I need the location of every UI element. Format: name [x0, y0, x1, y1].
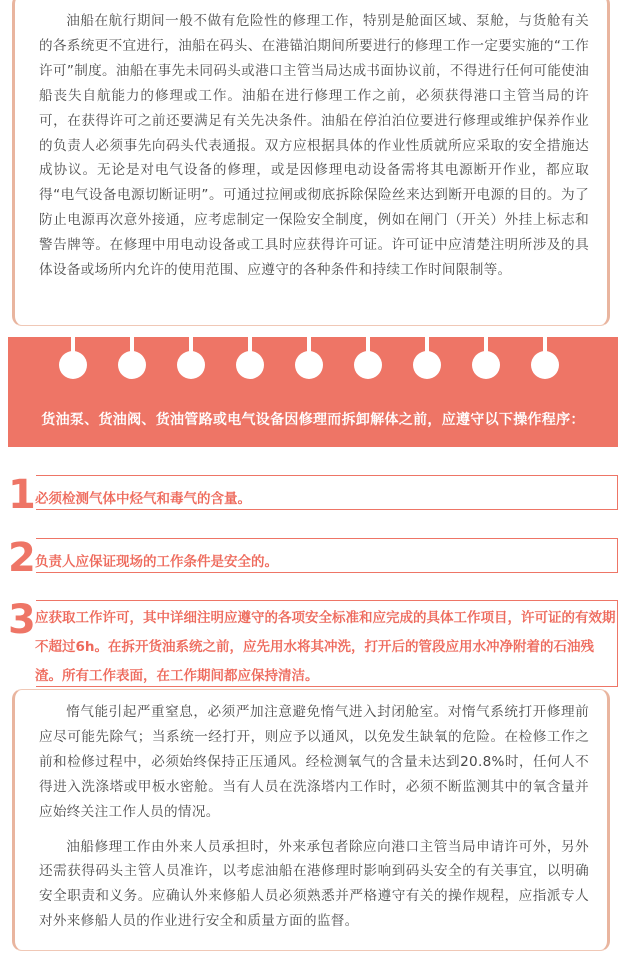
- binder-hole-icon: [472, 351, 500, 379]
- outro-paragraph: 惰气能引起严重窒息，必须严加注意避免惰气进入封闭舱室。对惰气系统打开修理前应尽可能先除气；当系统一经打开，则应予以通风，以免发生缺氧的危险。在检修工作之前和检修过程中，必须始终保持正压通风。经检测氧气的含量未达到20.8%时，任何人不得进入洗涤塔或甲板水密舱。当有人员在洗涤塔内工作时，必须不断监测其中的氧含量并应始终关注工作人员的情况。: [39, 704, 589, 820]
- step-number: 2: [8, 535, 36, 581]
- binder-hole-icon: [531, 351, 559, 379]
- step-number: 1: [8, 472, 36, 518]
- outro-card: [12, 689, 610, 951]
- binder-hole-icon: [118, 351, 146, 379]
- binder-hole-icon: [295, 351, 323, 379]
- binder-hole-icon: [236, 351, 264, 379]
- step-bottom-rule: [36, 509, 618, 510]
- binder-hole-icon: [177, 351, 205, 379]
- procedure-banner: [8, 337, 618, 447]
- step-top-rule: [36, 538, 618, 539]
- intro-paragraph: 油船在航行期间一般不做有危险性的修理工作，特别是舱面区域、泵舱，与货舱有关的各系统更不宜进行，油船在码头、在港锚泊期间所要进行的修理工作一定要实施的“工作许可”制度。油船在事先未同码头或港口主管当局达成书面协议前，不得进行任何可能使油船丧失自航能力的修理或工作。油船在进行修理工作之前，必须获得港口主管当局的许可，在获得许可之前还要满足有关先决条件。油船在停泊泊位要进行修理或维护保养作业的负责人必须事先向码头代表通报。双方应根据具体的作业性质就所应采取的安全措施达成协议。无论是对电气设备的修理，或是因修理电动设备需将其电源断开作业，都应取得“电气设备电源切断证明”。可通过拉闸或彻底拆除保险丝来达到断开电源的目的。为了防止电源再次意外接通，应考虑制定一保险安全制度，例如在闸门（开关）外挂上标志和警告牌等。在修理中用电动设备或工具时应获得许可证。许可证中应清楚注明所涉及的具体设备或场所内允许的使用范围、应遵守的各种条件和持续工作时间限制等。: [39, 13, 589, 279]
- binder-hole-icon: [354, 351, 382, 379]
- step-item: [8, 597, 618, 686]
- step-text: 负责人应保证现场的工作条件是安全的。: [35, 554, 278, 570]
- step-text: 应获取工作许可，其中详细注明应遵守的各项安全标准和应完成的具体工作项目，许可证的有效期不超过6h。在拆开货油系统之前，应先用水将其冲洗，打开后的管段应用水冲净附着的石油残渣。所有工作表面，在工作期间都应保持清洁。: [35, 610, 616, 684]
- banner-heading: 货油泵、货油阀、货油管路或电气设备因修理而拆卸解体之前，应遵守以下操作程序：: [41, 412, 585, 428]
- step-item: [8, 472, 618, 518]
- binder-hole-icon: [59, 351, 87, 379]
- step-item: [8, 535, 618, 581]
- step-top-rule: [36, 475, 618, 476]
- step-text: 必须检测气体中烃气和毒气的含量。: [35, 491, 251, 507]
- outro-paragraph: 油船修理工作由外来人员承担时，外来承包者除应向港口主管当局申请许可外，另外还需获得码头主管人员准许，以考虑油船在港修理时影响到码头安全的有关事宜，以明确安全职责和义务。应确认外来修船人员必须熟悉并严格遵守有关的操作规程，应指派专人对外来修船人员的作业进行安全和质量方面的监督。: [39, 838, 589, 930]
- binder-hole-icon: [413, 351, 441, 379]
- intro-card: [12, 0, 610, 326]
- step-bottom-rule: [36, 572, 618, 573]
- step-top-rule: [36, 600, 618, 601]
- step-bottom-rule: [36, 686, 618, 687]
- step-number: 3: [8, 597, 36, 643]
